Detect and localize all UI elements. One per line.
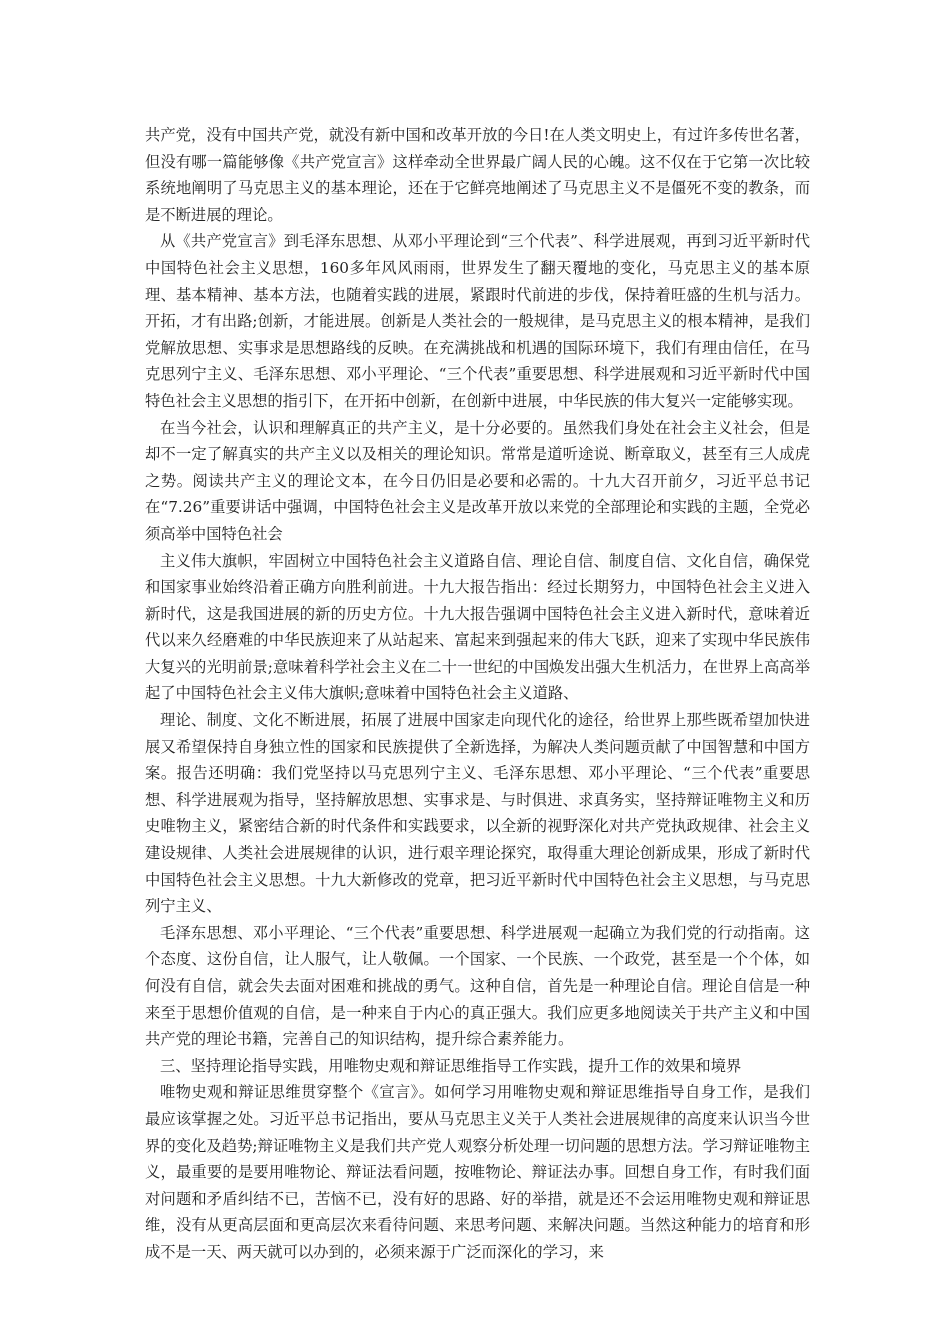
body-paragraph-4: 主义伟大旗帜，牢固树立中国特色社会主义道路自信、理论自信、制度自信、文化自信，确保党和国家事业始终沿着正确方向胜利前进。十九大报告指出：经过长期努力，中国特色社会主义进入新时代，这是我国进展的新的历史方位。十九大报告强调中国特色社会主义进入新时代，意味着近代以来久经磨难的中华民族迎来了从站起来、富起来到强起来的伟大飞跃，迎来了实现中华民族伟大复兴的光明前景;意味着科学社会主义在二十一世纪的中国焕发出强大生机活力，在世界上高高举起了中国特色社会主义伟大旗帜;意味着中国特色社会主义道路、 xyxy=(145,551,810,703)
body-paragraph-5: 理论、制度、文化不断进展，拓展了进展中国家走向现代化的途径，给世界上那些既希望加快进展又希望保持自身独立性的国家和民族提供了全新选择，为解决人类问题贡献了中国智慧和中国方案。报告还明确：我们党坚持以马克思列宁主义、毛泽东思想、邓小平理论、“三个代表”重要思想、科学进展观为指导，坚持解放思想、实事求是、与时俱进、求真务实，坚持辩证唯物主义和历史唯物主义，紧密结合新的时代条件和实践要求，以全新的视野深化对共产党执政规律、社会主义建设规律、人类社会进展规律的认识，进行艰辛理论探究，取得重大理论创新成果，形成了新时代中国特色社会主义思想。十九大新修改的党章，把习近平新时代中国特色社会主义思想，与马克思列宁主义、 xyxy=(145,711,810,916)
section-paragraph-1: 唯物史观和辩证思维贯穿整个《宣言》。如何学习用唯物史观和辩证思维指导自身工作，是我们最应该掌握之处。习近平总书记指出，要从马克思主义关于人类社会进展规律的高度来认识当今世界的变化及趋势;辩证唯物主义是我们共产党人观察分析处理一切问题的思想方法。学习辩证唯物主义，最重要的是要用唯物论、辩证法看问题，按唯物论、辩证法办事。回想自身工作，有时我们面对问题和矛盾纠结不已，苦恼不已，没有好的思路、好的举措，就是还不会运用唯物史观和辩证思维，没有从更高层面和更高层次来看待问题、来思考问题、来解决问题。当然这种能力的培育和形成不是一天、两天就可以办到的，必须来源于广泛而深化的学习，来 xyxy=(145,1083,810,1261)
section-heading: 三、坚持理论指导实践，用唯物史观和辩证思维指导工作实践，提升工作的效果和境界 xyxy=(160,1056,742,1075)
body-paragraph-1: 共产党，没有中国共产党，就没有新中国和改革开放的今日!在人类文明史上，有过许多传世名著，但没有哪一篇能够像《共产党宣言》这样牵动全世界最广阔人民的心魄。这不仅在于它第一次比较系统地阐明了马克思主义的基本理论，还在于它鲜亮地阐述了马克思主义不是僵死不变的教条，而是不断进展的理论。 xyxy=(145,126,810,224)
body-paragraph-6: 毛泽东思想、邓小平理论、“三个代表”重要思想、科学进展观一起确立为我们党的行动指南。这个态度、这份自信，让人服气，让人敬佩。一个国家、一个民族、一个政党，甚至是一个个体，如何没有自信，就会失去面对困难和挑战的勇气。这种自信，首先是一种理论自信。理论自信是一种来至于思想价值观的自信，是一种来自于内心的真正强大。我们应更多地阅读关于共产主义和中国共产党的理论书籍，完善自己的知识结构，提升综合素养能力。 xyxy=(145,923,810,1049)
body-paragraph-3: 在当今社会，认识和理解真正的共产主义，是十分必要的。虽然我们身处在社会主义社会，但是却不一定了解真实的共产主义以及相关的理论知识。常常是道听途说、断章取义，甚至有三人成虎之势。阅读共产主义的理论文本，在今日仍旧是必要和必需的。十九大召开前夕，习近平总书记在“7.26”重要讲话中强调，中国特色社会主义是改革开放以来党的全部理论和实践的主题，全党必须高举中国特色社会 xyxy=(145,418,810,543)
body-paragraph-2: 从《共产党宣言》到毛泽东思想、从邓小平理论到“三个代表”、科学进展观，再到习近平新时代中国特色社会主义思想，160多年风风雨雨，世界发生了翻天覆地的变化，马克思主义的基本原理、基本精神、基本方法，也随着实践的进展，紧跟时代前进的步伐，保持着旺盛的生机与活力。开拓，才有出路;创新，才能进展。创新是人类社会的一般规律，是马克思主义的根本精神，是我们党解放思想、实事求是思想路线的反映。在充满挑战和机遇的国际环境下，我们有理由信任，在马克思列宁主义、毛泽东思想、邓小平理论、“三个代表”重要思想、科学进展观和习近平新时代中国特色社会主义思想的指引下，在开拓中创新，在创新中进展，中华民族的伟大复兴一定能够实现。 xyxy=(145,232,810,410)
document-page xyxy=(145,122,810,1266)
